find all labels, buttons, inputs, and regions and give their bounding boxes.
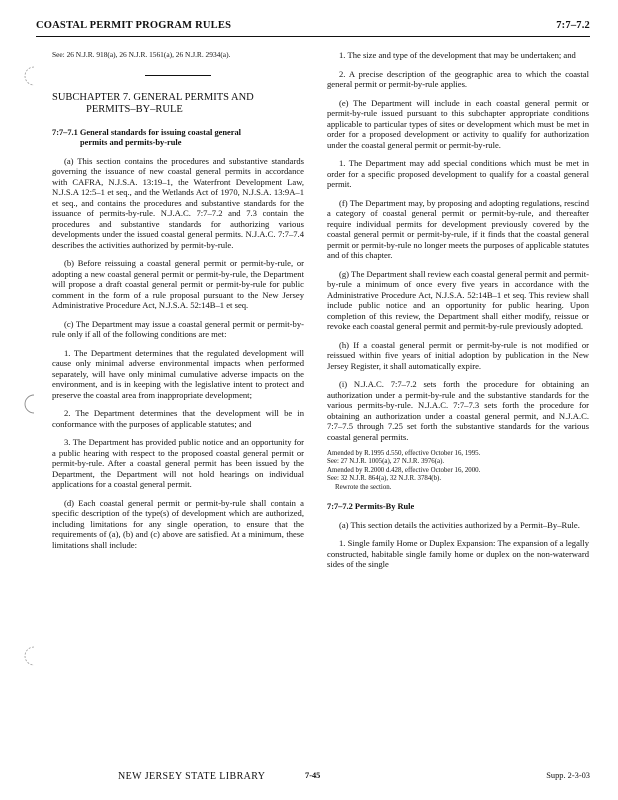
running-header	[36, 20, 590, 31]
section-divider	[145, 75, 211, 76]
left-column	[52, 50, 304, 558]
header-title: COASTAL PERMIT PROGRAM RULES	[36, 20, 232, 31]
paragraph-e: (e) The Department will include in each coastal general permit or permit-by-rule issued pursuant to this subchapter appropriate conditions applicable to particular types of sites or development which must be met in order for a proposed development or activity to qualify for authorization under the coastal general permit or permit-by-rule.	[327, 97, 589, 150]
paragraph-d-1: 1. The size and type of the development that may be undertaken; and	[339, 50, 576, 60]
paragraph-d: (d) Each coastal general permit or permit-by-rule shall contain a specific description of the type(s) of development which are authorized, including limitations for any single operation, to ensure that the requirements of (a), (b) and (c) above are satisfied. At a minimum, these limitations shall include:	[52, 497, 304, 550]
header-rule	[36, 36, 590, 37]
paragraph-b: (b) Before reissuing a coastal general permit or permit-by-rule, or adopting a new coastal general permit or permit-by-rule, the Department will propose a draft coastal general permit or permit-by-rule for public comment in the form of a rule proposal pursuant to the New Jersey Administrative Procedure Act, N.J.S.A. 52:14B–1 et seq.	[52, 258, 304, 310]
paragraph-d-2: 2. A precise description of the geographic area to which the coastal general permit or permit-by-rule applies.	[327, 68, 589, 89]
paragraph-i: (i) N.J.A.C. 7:7–7.2 sets forth the procedure for obtaining an authorization under a permit-by-rule and the substantive standards for the various permits-by-rule. N.J.A.C. 7:7–7.3 sets forth the procedure for obtaining an authorization under a coastal general permit, and N.J.A.C. 7:7–7.5 through 7.25 set forth the substantive standards for the various coastal general permits.	[327, 379, 589, 442]
paragraph-c: (c) The Department may issue a coastal general permit or permit-by-rule only if all of the following conditions are met:	[52, 318, 304, 339]
right-column	[327, 50, 589, 578]
page-number: 7-45	[305, 771, 321, 780]
supplement-date: Supp. 2-3-03	[546, 771, 590, 780]
binder-hole-mark	[20, 392, 44, 416]
paragraph-c-3: 3. The Department has provided public notice and an opportunity for a public hearing with respect to the proposed coastal general permit or permit-by-rule. After a coastal general permit has been issued by the Department, the Department will not hold hearings on individual applications for a coastal general permit.	[52, 437, 304, 489]
see-reference: See: 26 N.J.R. 918(a), 26 N.J.R. 1561(a), 26 N.J.R. 2934(a).	[52, 50, 231, 59]
binder-hole-mark	[20, 64, 44, 88]
header-section-ref: 7:7–7.2	[556, 20, 590, 31]
paragraph-f: (f) The Department may, by proposing and adopting regulations, rescind a category of coastal general permit or permit-by-rule, and thereafter require individual permits for development previously covered by the coastal general permit or permit-by-rule, if it finds that the coastal general permit or permit-by-rule no longer meets the purposes of applicable statutes and of this chapter.	[327, 197, 589, 260]
paragraph-a: (a) This section contains the procedures and substantive standards governing the issuance of new coastal general permits in accordance with CAFRA, N.J.S.A. 13:19–1, the Waterfront Development Law, N.J.S.A 12:5–1 et seq., and the Wetlands Act of 1970, N.J.S.A. 13:9A–1 et seq., and contains the procedures and substantive standards for the issuance of permits-by-rule. N.J.A.C. 7:7–7.2 and 7.3 contain the procedures and substantive standards for authorizing various developments under the issued coastal general permits. N.J.A.C. 7:7–7.4 describes the activities authorized by permit-by-rule.	[52, 155, 304, 250]
section-7-7-7-1-title	[52, 128, 304, 149]
subchapter-heading	[52, 92, 304, 116]
library-stamp: NEW JERSEY STATE LIBRARY	[118, 771, 266, 782]
paragraph-h: (h) If a coastal general permit or permit-by-rule is not modified or reissued within five years of initial adoption by publication in the New Jersey Register, it shall automatically expire.	[327, 339, 589, 371]
amendment-note: See: 32 N.J.R. 864(a), 32 N.J.R. 3784(b).	[327, 475, 442, 483]
paragraph-7-2-a-1: 1. Single family Home or Duplex Expansion: The expansion of a legally constructed, habitable single family home or duplex on the non-waterward sides of the single	[327, 538, 589, 570]
subchapter-heading-line2: PERMITS–BY–RULE	[86, 103, 183, 115]
paragraph-c-1: 1. The Department determines that the regulated development will cause only minimal adverse environmental impacts when performed separately, will have only minimal cumulative adverse impacts on the environment, and is in keeping with the legislative intent to protect and preserve the coastal area from inappropriate development;	[52, 347, 304, 400]
amendment-note: Amended by R.1995 d.550, effective October 16, 1995.	[327, 450, 481, 457]
paragraph-7-2-a: (a) This section details the activities authorized by a Permit–By–Rule.	[339, 519, 580, 530]
paragraph-c-2: 2. The Department determines that the development will be in conformance with the purposes of applicable statutes; and	[52, 408, 304, 429]
section-title-line2: permits and permits-by-rule	[80, 138, 182, 147]
amendment-note: See: 27 N.J.R. 1005(a), 27 N.J.R. 3976(a).	[327, 458, 445, 466]
section-title-line1: 7:7–7.1 General standards for issuing coastal general	[52, 127, 241, 137]
amendment-note: Rewrote the section.	[335, 483, 392, 491]
page-footer	[0, 771, 618, 785]
subchapter-heading-line1: SUBCHAPTER 7. GENERAL PERMITS AND	[52, 91, 254, 103]
paragraph-e-1: 1. The Department may add special conditions which must be met in order for a specific proposed development to qualify for a coastal general permit.	[327, 158, 589, 189]
section-7-7-7-2-title: 7:7–7.2 Permits-By Rule	[327, 502, 415, 512]
amendment-note: Amended by R.2000 d.428, effective October 16, 2000.	[327, 466, 481, 474]
paragraph-g: (g) The Department shall review each coastal general permit and permit-by-rule a minimum of once every five years in accordance with the Administrative Procedure Act, N.J.S.A. 52:14B–1 et seq. This review shall include public notice and an opportunity for public hearing. Upon completion of this review, the Department shall either modify, reissue or revoke each coastal general permit and permit-by-rule previously adopted.	[327, 268, 589, 331]
binder-hole-mark	[20, 644, 44, 668]
